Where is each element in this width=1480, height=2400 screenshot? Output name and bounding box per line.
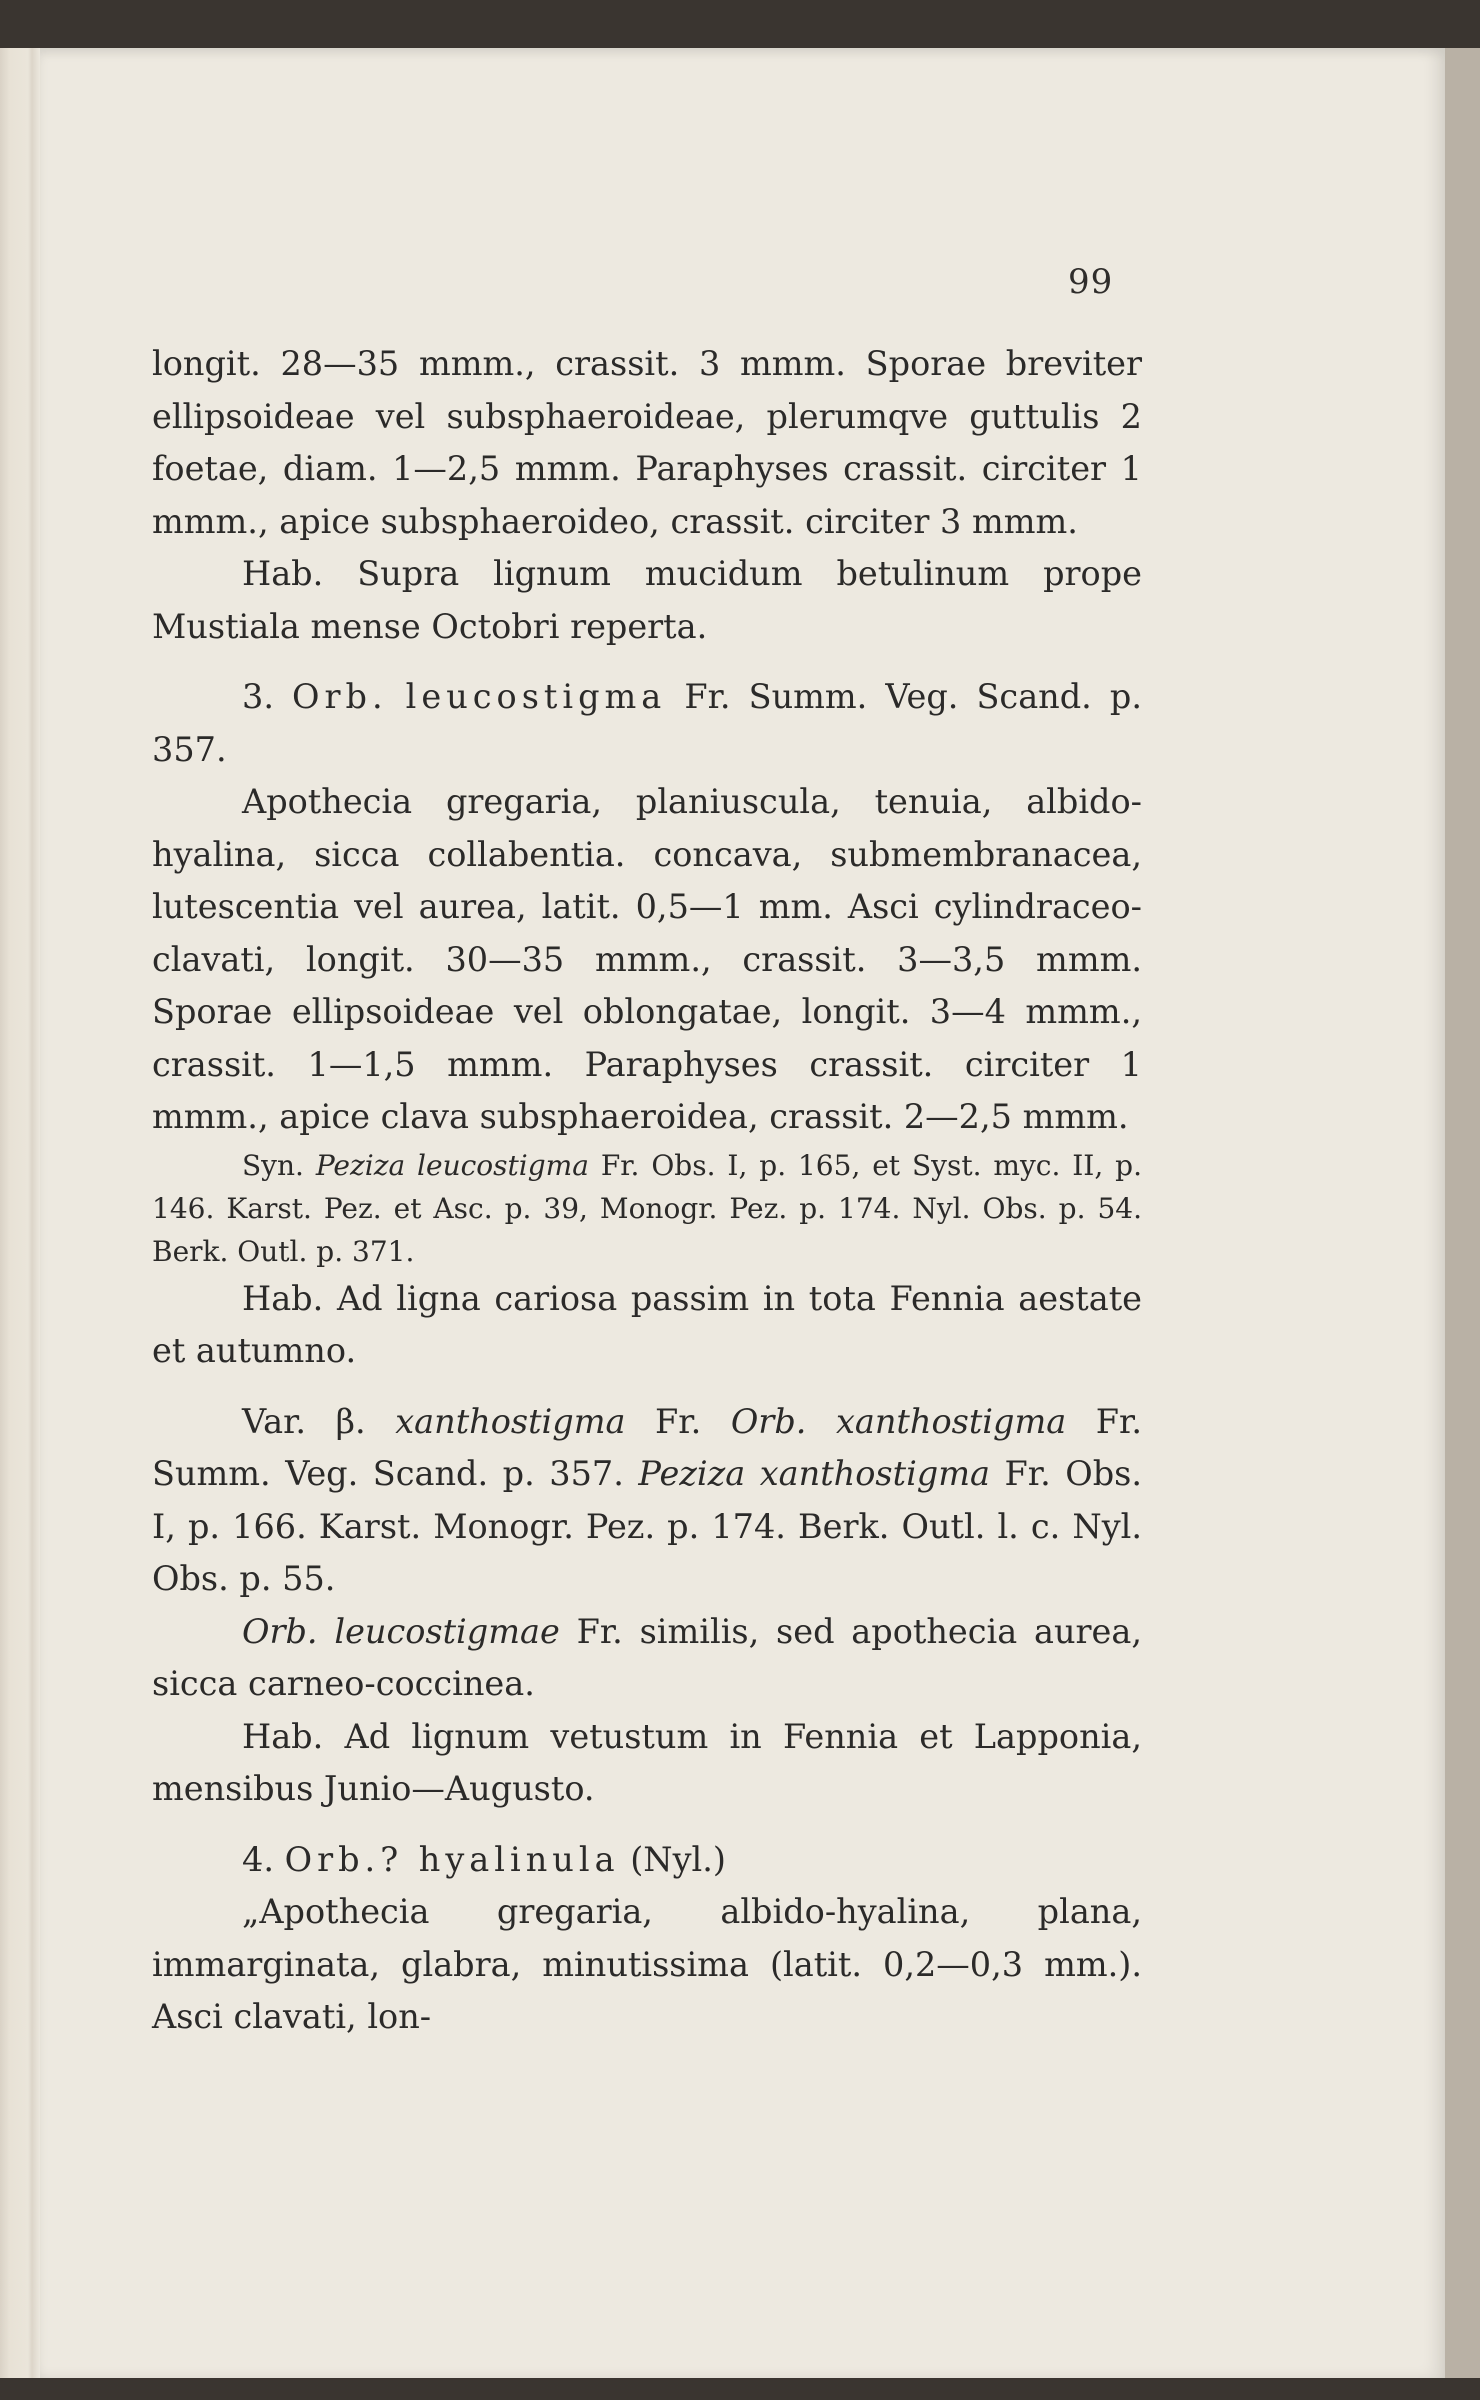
paragraph-description: Apothecia gregaria, planiuscula, tenuia, albido-hyalina, sicca collabentia. concava, submembranacea, lutescentia vel aurea, latit. 0,5—1 mm. Asci cylindraceo-clavati, longit. 30—35 mmm., crassit. 3—3,5 mmm. Sporae ellipsoideae vel oblongatae, longit. 3—4 mmm., crassit. 1—1,5 mmm. Paraphyses crassit. circiter 1 mmm., apice clava subsphaeroidea, crassit. 2—2,5 mmm. [152,782,1142,1136]
paragraph-comparison: Orb. leucostigmae Fr. similis, sed apothecia aurea, sicca carneo-coccinea. [152,1611,1142,1703]
page-number: 99 [1068,262,1114,302]
species-name-4: Orb.? hyalinula [284,1839,620,1879]
comparison-species: Orb. leucostigmae [242,1611,560,1651]
paragraph-habitat-1: Hab. Supra lignum mucidum betulinum prope Mustiala mense Octobri reperta. [152,554,1142,646]
variety-synonym: Orb. xanthostigma [730,1401,1067,1441]
synonymy [152,1144,1142,1273]
paragraph-quotation: „Apothecia gregaria, albido-hyalina, plana, immarginata, glabra, minutissima (latit. 0,2—0,3 mm.). Asci clavati, lon- [152,1892,1142,2036]
synonymy-references: Fr. Obs. I, p. 165, et Syst. myc. II, p. 146. Karst. Pez. et Asc. p. 39, Monogr. Pez. p. 174. Nyl. Obs. p. 54. Berk. Outl. p. 371. [152,1148,1142,1268]
scan-bottom-border [0,2378,1480,2400]
paragraph-variety: Var. β. xanthostigma Fr. Orb. xanthostigma Fr. Summ. Veg. Scand. p. 357. Peziza xanthostigma Fr. Obs. I, p. 166. Karst. Monogr. Pez. p. 174. Berk. Outl. l. c. Nyl. Obs. p. 55. [152,1401,1143,1598]
main-text [152,338,1142,2044]
species-author-4: (Nyl.) [630,1839,726,1879]
paragraph-habitat-3: Hab. Ad lignum vetustum in Fennia et Lapponia, mensibus Junio—Augusto. [152,1716,1142,1808]
species-number: 3. [242,677,274,716]
synonym-name: Peziza leucostigma [315,1148,589,1182]
variety-label: Var. β. [242,1401,366,1441]
variety-name: xanthostigma [395,1401,626,1441]
species-heading-3 [152,671,1142,776]
synonymy-label: Syn. [242,1148,304,1182]
paragraph-habitat-2: Hab. Ad ligna cariosa passim in tota Fennia aestate et autumno. [152,1278,1142,1370]
page-fore-edge [1445,48,1480,2378]
species-heading-4: 4. Orb.? hyalinula (Nyl.) [242,1839,726,1879]
species-reference: Fr. Summ. Veg. Scand. p. 357. [152,677,1142,769]
species-genus: Orb. [292,677,388,716]
species-epithet: leucostigma [405,677,667,716]
scan-top-border [0,0,1480,48]
variety-synonym-2: Peziza xanthostigma [638,1454,990,1493]
paragraph-description-end: longit. 28—35 mmm., crassit. 3 mmm. Sporae breviter ellipsoideae vel subsphaeroideae, plerumqve guttulis 2 foetae, diam. 1—2,5 mmm. Paraphyses crassit. circiter 1 mmm., apice subsphaeroideo, crassit. circiter 3 mmm. [152,344,1142,541]
